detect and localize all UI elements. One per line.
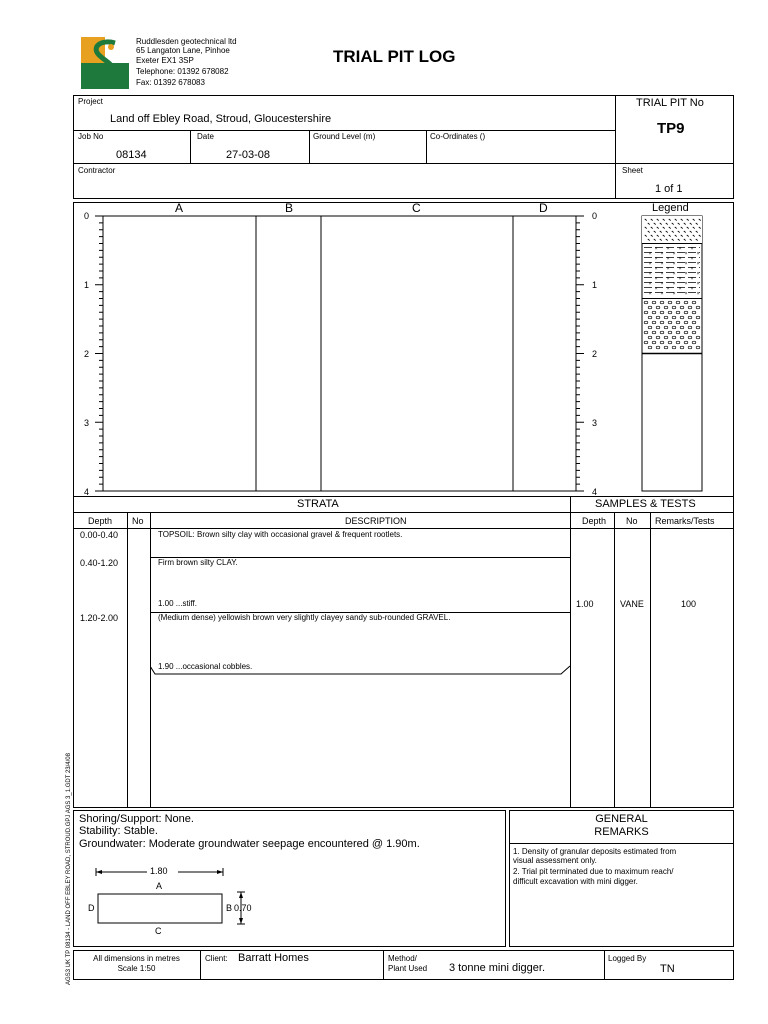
legend-gravel-pebble [668, 331, 672, 334]
strata-depth-row-2: 0.40-1.20 [80, 558, 119, 568]
client-label: Client: [205, 954, 228, 963]
legend-clay-x: × [678, 276, 682, 282]
legend-gravel-pebble [696, 346, 700, 349]
legend-clay-x: × [696, 291, 700, 297]
legend-clay-x: × [684, 281, 688, 287]
legend-clay-x: × [648, 261, 652, 267]
page-title: TRIAL PIT LOG [333, 47, 456, 66]
strata-desc-row-1: TOPSOIL: Brown silty clay with occasional gravel & frequent rootlets. [158, 530, 403, 539]
legend-gravel-pebble [688, 326, 692, 329]
legend-clay-x: × [654, 286, 658, 292]
legend-gravel-pebble [696, 306, 700, 309]
legend-gravel-pebble [672, 316, 676, 319]
legend-gravel-pebble [692, 321, 696, 324]
depth-tick-1-right: 1 [592, 280, 598, 290]
legend-clay-x: × [666, 286, 670, 292]
face-label-b: B [285, 201, 294, 215]
general-remarks-title-2: REMARKS [594, 826, 649, 838]
legend-gravel-pebble [680, 346, 684, 349]
samples-remarks-header: Remarks/Tests [655, 516, 715, 526]
face-label-d: D [539, 201, 548, 215]
company-name: Ruddlesden geotechnical ltd [136, 37, 237, 46]
legend-gravel-pebble [672, 306, 676, 309]
legend-clay-x: × [678, 246, 682, 252]
legend-gravel-pebble [644, 331, 648, 334]
company-telephone: Telephone: 01392 678082 [136, 67, 229, 76]
legend-gravel-pebble [684, 311, 688, 314]
legend-gravel-pebble [664, 336, 668, 339]
depth-tick-3-right: 3 [592, 418, 598, 428]
legend-clay-x: × [696, 251, 700, 257]
legend-clay-x: × [690, 276, 694, 282]
legend-clay-x: × [648, 251, 652, 257]
legend-gravel-pebble [664, 326, 668, 329]
side-margin-reference: AGS3 UK TP 08134 - LAND OFF EBLEY ROAD, STROUD.GPJ AGS 3_1.GDT 23/4/08 [66, 753, 72, 985]
logged-by-label: Logged By [608, 954, 647, 963]
legend-gravel-pebble [652, 311, 656, 314]
legend-clay-x: × [660, 261, 664, 267]
general-remarks-title-1: GENERAL [595, 813, 648, 825]
strata-depth-header: Depth [88, 516, 113, 526]
legend-gravel-pebble [660, 321, 664, 324]
legend-clay-x: × [678, 266, 682, 272]
legend-gravel-pebble [668, 341, 672, 344]
strata-title: STRATA [297, 498, 339, 510]
legend-gravel-pebble [656, 336, 660, 339]
depth-tick-2-left: 2 [84, 349, 90, 359]
legend-gravel-pebble [688, 316, 692, 319]
legend-clay-x: × [654, 246, 658, 252]
legend-gravel-pebble [676, 301, 680, 304]
strata-desc-row-4: (Medium dense) yellowish brown very slightly clayey sandy sub-rounded GRAVEL. [158, 613, 451, 622]
sheet-number: 1 of 1 [655, 183, 683, 195]
legend-gravel-pebble [644, 301, 648, 304]
legend-clay-x: × [678, 286, 682, 292]
sample-depth-1: 1.00 [576, 599, 594, 609]
plan-length: 1.80 [150, 866, 168, 876]
legend-gravel-pebble [644, 311, 648, 314]
depth-tick-0-right: 0 [592, 211, 598, 221]
legend-gravel-pebble [660, 331, 664, 334]
sheet-label: Sheet [622, 166, 643, 175]
depth-tick-4-right: 4 [592, 487, 598, 497]
depth-tick-3-left: 3 [84, 418, 90, 428]
date-label: Date [197, 132, 214, 141]
legend-gravel-pebble [652, 321, 656, 324]
company-logo [81, 37, 129, 89]
legend-clay-x: × [666, 266, 670, 272]
legend-clay-x: × [672, 291, 676, 297]
legend-gravel-pebble [656, 306, 660, 309]
legend-gravel-pebble [644, 321, 648, 324]
legend-clay-x: × [648, 291, 652, 297]
legend-clay-x: × [660, 251, 664, 257]
legend-clay-x: × [684, 251, 688, 257]
legend-label: Legend [652, 202, 689, 214]
samples-depth-header: Depth [582, 516, 607, 526]
legend-gravel-pebble [680, 316, 684, 319]
shoring-support: Shoring/Support: None. [79, 813, 194, 825]
legend-gravel-pebble [684, 341, 688, 344]
trial-pit-no: TP9 [657, 120, 685, 137]
header-table [73, 95, 734, 199]
legend-clay-x: × [690, 286, 694, 292]
legend-gravel-pebble [672, 346, 676, 349]
coordinates-label: Co-Ordinates () [430, 132, 486, 141]
legend-gravel-pebble [688, 336, 692, 339]
general-remarks-line-4: difficult excavation with mini digger. [513, 877, 638, 886]
strata-desc-row-5: 1.90 ...occasional cobbles. [158, 662, 253, 671]
legend-gravel-pebble [692, 331, 696, 334]
legend-gravel-pebble [652, 331, 656, 334]
legend-gravel-pebble [676, 331, 680, 334]
legend-clay-x: × [696, 281, 700, 287]
legend-gravel-pebble [684, 301, 688, 304]
method-label-1: Method/ [388, 954, 417, 963]
legend-clay-x: × [684, 291, 688, 297]
legend-gravel-pebble [684, 331, 688, 334]
legend-gravel-pebble [660, 301, 664, 304]
legend-gravel-pebble [644, 341, 648, 344]
method-label-2: Plant Used [388, 964, 428, 973]
legend-gravel-pebble [656, 346, 660, 349]
legend-clay-x: × [690, 266, 694, 272]
strata-desc-row-3: 1.00 ...stiff. [158, 599, 197, 608]
project-name: Land off Ebley Road, Stroud, Gloucestershire [110, 113, 332, 125]
strata-depth-row-4: 1.20-2.00 [80, 613, 119, 623]
legend-gravel-pebble [668, 311, 672, 314]
samples-no-header: No [626, 516, 638, 526]
legend-gravel-pebble [684, 321, 688, 324]
general-remarks-line-2: visual assessment only. [513, 856, 597, 865]
legend-clay-x: × [666, 246, 670, 252]
depth-scale-left [95, 216, 103, 491]
samples-title: SAMPLES & TESTS [595, 498, 696, 510]
legend-gravel-pebble [672, 326, 676, 329]
legend-gravel-pebble [668, 301, 672, 304]
legend-gravel-pebble [696, 336, 700, 339]
legend-gravel-pebble [680, 326, 684, 329]
dimensions-note: All dimensions in metres [93, 954, 180, 963]
plan-side-d: D [88, 903, 95, 913]
legend-gravel-pebble [672, 336, 676, 339]
client-name: Barratt Homes [238, 952, 309, 964]
legend-gravel-pebble [656, 316, 660, 319]
legend-gravel-pebble [648, 306, 652, 309]
legend-gravel-pebble [664, 316, 668, 319]
company-fax: Fax: 01392 678083 [136, 78, 205, 87]
legend-clay-x: × [672, 271, 676, 277]
legend-gravel-pebble [676, 321, 680, 324]
plan-width: 0.70 [234, 903, 252, 913]
legend-clay-x: × [678, 256, 682, 262]
plan-side-b: B [226, 903, 233, 913]
legend-clay-x: × [684, 261, 688, 267]
project-label: Project [78, 97, 103, 106]
depth-scale-right [576, 216, 584, 491]
legend-clay-x: × [672, 281, 676, 287]
company-address-1: 65 Langaton Lane, Pinhoe [136, 46, 230, 55]
legend-clay-x: × [672, 261, 676, 267]
plan-side-a: A [156, 881, 163, 891]
legend-gravel-pebble [660, 311, 664, 314]
legend-clay-x: × [660, 291, 664, 297]
legend-gravel-pebble [676, 341, 680, 344]
legend-gravel-pebble [676, 311, 680, 314]
date: 27-03-08 [226, 149, 271, 161]
legend-gravel-pebble [688, 306, 692, 309]
pit-face-diagram [73, 202, 734, 498]
legend-gravel-pebble [680, 336, 684, 339]
legend-clay-x: × [666, 256, 670, 262]
scale-note: Scale 1:50 [117, 964, 156, 973]
legend-clay-x: × [660, 281, 664, 287]
face-label-a: A [175, 201, 184, 215]
legend-gravel-pebble [688, 346, 692, 349]
legend-gravel-pebble [668, 321, 672, 324]
legend-gravel-pebble [652, 301, 656, 304]
stability: Stability: Stable. [79, 825, 158, 837]
legend-clay-x: × [684, 271, 688, 277]
legend-clay-x: × [654, 266, 658, 272]
legend-gravel-pebble [652, 341, 656, 344]
sample-remarks-1: 100 [681, 599, 697, 609]
legend-gravel-pebble [664, 306, 668, 309]
depth-tick-4-left: 4 [84, 487, 90, 497]
legend-gravel-pebble [648, 346, 652, 349]
face-label-c: C [412, 201, 421, 215]
trial-pit-no-label: TRIAL PIT No [636, 97, 704, 109]
sample-no-1: VANE [620, 599, 644, 609]
legend-gravel-pebble [660, 341, 664, 344]
legend-clay-x: × [696, 271, 700, 277]
strata-depth-row-1: 0.00-0.40 [80, 530, 119, 540]
legend-clay-x: × [654, 256, 658, 262]
legend-gravel-pebble [648, 316, 652, 319]
legend-clay-x: × [690, 256, 694, 262]
general-remarks-line-3: 2. Trial pit terminated due to maximum reach/ [513, 867, 674, 876]
contractor-label: Contractor [78, 166, 116, 175]
legend-gravel-pebble [692, 301, 696, 304]
job-no: 08134 [116, 149, 147, 161]
pit-plan-sketch [90, 862, 260, 932]
legend-gravel-pebble [696, 326, 700, 329]
legend-clay-x: × [672, 251, 676, 257]
legend-gravel-pebble [664, 346, 668, 349]
legend-clay-x: × [648, 271, 652, 277]
plan-side-c: C [155, 926, 162, 936]
pit-face-outline [103, 216, 576, 491]
legend-gravel-pebble [680, 306, 684, 309]
job-no-label: Job No [78, 132, 104, 141]
company-address-2: Exeter EX1 3SP [136, 56, 194, 65]
legend-gravel-pebble [692, 311, 696, 314]
general-remarks-line-1: 1. Density of granular deposits estimated from [513, 847, 677, 856]
legend-gravel-pebble [696, 316, 700, 319]
depth-tick-0-left: 0 [84, 211, 90, 221]
legend-clay-x: × [648, 281, 652, 287]
legend-gravel-pebble [648, 336, 652, 339]
ground-level-label: Ground Level (m) [313, 132, 376, 141]
strata-desc-row-2: Firm brown silty CLAY. [158, 558, 238, 567]
legend-gravel-pebble [656, 326, 660, 329]
description-header: DESCRIPTION [345, 516, 407, 526]
depth-tick-2-right: 2 [592, 349, 598, 359]
groundwater: Groundwater: Moderate groundwater seepage encountered @ 1.90m. [79, 838, 420, 850]
legend-clay-x: × [666, 276, 670, 282]
legend-clay-x: × [690, 246, 694, 252]
depth-tick-1-left: 1 [84, 280, 90, 290]
method-plant: 3 tonne mini digger. [449, 962, 546, 974]
legend-gravel-pebble [692, 341, 696, 344]
logged-by: TN [660, 963, 675, 975]
legend-gravel-pebble [648, 326, 652, 329]
legend-clay-x: × [654, 276, 658, 282]
legend-clay-x: × [660, 271, 664, 277]
strata-no-header: No [132, 516, 144, 526]
legend-clay-x: × [696, 261, 700, 267]
